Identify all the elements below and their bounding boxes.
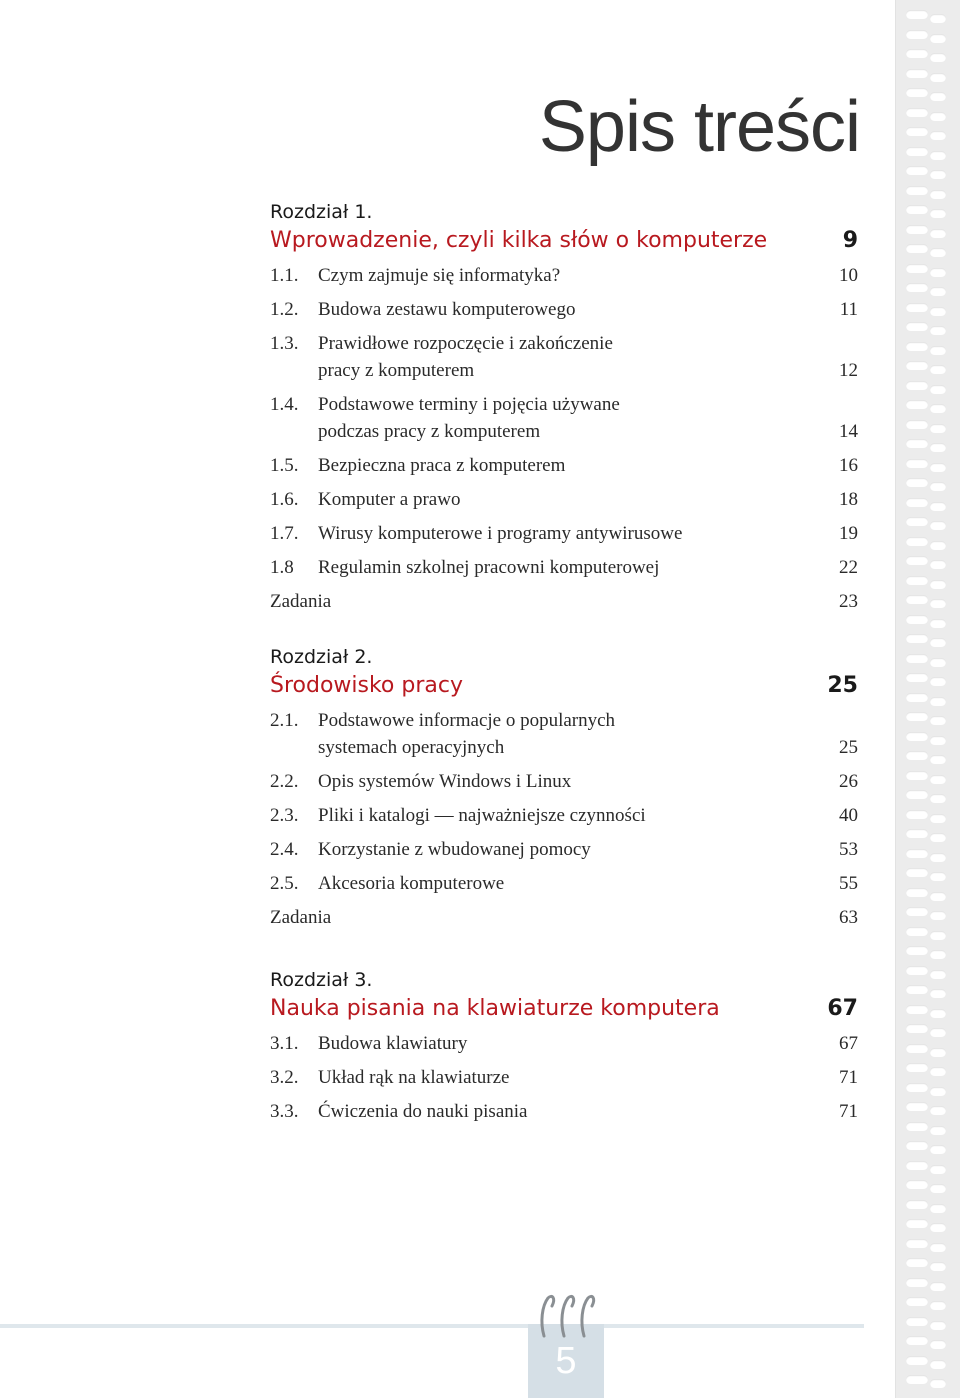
spiral-hole — [930, 307, 946, 316]
spiral-hole — [906, 888, 928, 897]
entry-title: Podstawowe terminy i pojęcia używane podczas pracy z komputerem — [318, 394, 620, 442]
spiral-hole — [906, 244, 928, 253]
spiral-hole — [930, 677, 946, 686]
entry-page-number: 26 — [839, 771, 858, 792]
spiral-hole — [930, 1223, 946, 1232]
entry-page-number: 10 — [839, 265, 858, 286]
spiral-hole — [906, 69, 928, 78]
entry-number: 1.4. — [270, 394, 299, 415]
spiral-hole — [930, 560, 946, 569]
spiral-hole — [930, 53, 946, 62]
spiral-hole — [930, 1184, 946, 1193]
spiral-hole — [930, 833, 946, 842]
spiral-hole — [906, 283, 928, 292]
entry-title: Budowa zestawu komputerowego — [318, 299, 576, 320]
spiral-hole — [906, 1375, 928, 1384]
spiral-hole — [930, 950, 946, 959]
entry-number: 2.2. — [270, 771, 299, 792]
page-title: Spis treści — [538, 87, 860, 167]
spiral-hole — [906, 1005, 928, 1014]
spiral-hole — [930, 131, 946, 140]
spiral-hole — [906, 595, 928, 604]
spiral-hole — [930, 911, 946, 920]
spiral-hole — [906, 88, 928, 97]
chapter-title: Wprowadzenie, czyli kilka słów o komputerze — [270, 228, 768, 253]
toc-entry — [270, 520, 858, 547]
spiral-hole — [930, 970, 946, 979]
spiral-hole — [930, 1165, 946, 1174]
spiral-hole — [930, 190, 946, 199]
entry-number: 2.3. — [270, 805, 299, 826]
entry-number: 1.2. — [270, 299, 299, 320]
entry-page-number: 23 — [839, 591, 858, 612]
spiral-hole — [930, 326, 946, 335]
chapter-title-row — [270, 226, 858, 262]
entry-page-number: 55 — [839, 873, 858, 894]
spiral-hole — [930, 443, 946, 452]
spiral-hole — [930, 482, 946, 491]
toc-entry — [270, 391, 858, 445]
chapter-title-row — [270, 994, 858, 1030]
spiral-hole — [906, 849, 928, 858]
spiral-hole — [906, 1161, 928, 1170]
spiral-hole — [906, 1024, 928, 1033]
spiral-hole — [906, 1200, 928, 1209]
spiral-hole — [906, 342, 928, 351]
spiral-hole — [930, 14, 946, 23]
spiral-hole — [930, 463, 946, 472]
spiral-hole — [930, 775, 946, 784]
spiral-hole — [930, 248, 946, 257]
spiral-hole — [930, 521, 946, 530]
spiral-hole — [906, 1356, 928, 1365]
spiral-hole — [906, 907, 928, 916]
toc-entry-exercises — [270, 904, 858, 931]
spiral-hole — [906, 927, 928, 936]
spiral-hole — [930, 1282, 946, 1291]
spiral-hole — [930, 736, 946, 745]
toc-entry — [270, 296, 858, 323]
spiral-hole — [930, 1067, 946, 1076]
spiral-hole — [930, 209, 946, 218]
chapter-label: Rozdział 2. — [270, 646, 373, 668]
spiral-hole — [906, 1317, 928, 1326]
toc-entry — [270, 554, 858, 581]
spiral-hole — [906, 1063, 928, 1072]
chapter-title-row — [270, 671, 858, 707]
chapter-label: Rozdział 3. — [270, 969, 373, 991]
spiral-hole — [906, 1297, 928, 1306]
spiral-hole — [906, 30, 928, 39]
spiral-hole — [930, 502, 946, 511]
spiral-hole — [906, 459, 928, 468]
spiral-hole — [906, 810, 928, 819]
spiral-hole — [930, 1009, 946, 1018]
spiral-hole — [906, 1122, 928, 1131]
spiral-hole — [930, 1126, 946, 1135]
toc-entry — [270, 870, 858, 897]
spiral-hole — [906, 751, 928, 760]
entry-page-number: 14 — [839, 421, 858, 442]
spiral-hole — [930, 385, 946, 394]
spiral-hole — [930, 1262, 946, 1271]
spiral-hole — [930, 658, 946, 667]
chapter-heading — [270, 968, 858, 1030]
entry-number: 3.1. — [270, 1033, 299, 1054]
spiral-hole — [930, 599, 946, 608]
spiral-hole — [906, 673, 928, 682]
spiral-hole — [906, 868, 928, 877]
spiral-hole — [906, 108, 928, 117]
spiral-hole — [906, 732, 928, 741]
entry-page-number: 12 — [839, 360, 858, 381]
spiral-hole — [906, 1180, 928, 1189]
spiral-hole — [906, 771, 928, 780]
spiral-hole — [906, 147, 928, 156]
entry-page-number: 18 — [839, 489, 858, 510]
spiral-hole — [906, 615, 928, 624]
entry-page-number: 71 — [839, 1101, 858, 1122]
spiral-hole — [906, 654, 928, 663]
toc-entry — [270, 768, 858, 795]
spiral-hole — [930, 170, 946, 179]
entry-page-number: 19 — [839, 523, 858, 544]
spiral-hole — [906, 127, 928, 136]
chapter-page-number: 67 — [827, 996, 858, 1021]
spiral-hole — [906, 946, 928, 955]
entry-title: Ćwiczenia do nauki pisania — [318, 1101, 528, 1122]
spiral-hole — [930, 346, 946, 355]
toc-entry — [270, 1064, 858, 1091]
entry-title: Akcesoria komputerowe — [318, 873, 505, 894]
spiral-hole — [930, 755, 946, 764]
entry-title: Prawidłowe rozpoczęcie i zakończenie pracy z komputerem — [318, 333, 613, 381]
spiral-hole — [930, 1204, 946, 1213]
toc-entry — [270, 836, 858, 863]
entry-title: Wirusy komputerowe i programy antywirusowe — [318, 523, 683, 544]
spiral-hole — [930, 151, 946, 160]
spiral-hole — [930, 1340, 946, 1349]
entry-title: Komputer a prawo — [318, 489, 461, 510]
entry-page-number: 25 — [839, 737, 858, 758]
entry-title: Regulamin szkolnej pracowni komputerowej — [318, 557, 660, 578]
entry-title: Układ rąk na klawiaturze — [318, 1067, 510, 1088]
entry-page-number: 53 — [839, 839, 858, 860]
spiral-hole — [930, 619, 946, 628]
toc-entry — [270, 262, 858, 289]
spiral-hole — [906, 1044, 928, 1053]
toc-entry — [270, 802, 858, 829]
spiral-hole — [906, 1102, 928, 1111]
entry-title: Budowa klawiatury — [318, 1033, 468, 1054]
spiral-hole — [930, 697, 946, 706]
entry-number: 1.6. — [270, 489, 299, 510]
spiral-hole — [906, 186, 928, 195]
toc-entry — [270, 452, 858, 479]
toc-chapter-3 — [270, 968, 858, 1132]
toc-entry — [270, 330, 858, 384]
entry-title: Zadania — [270, 591, 332, 612]
spiral-hole — [906, 400, 928, 409]
spiral-hole — [930, 814, 946, 823]
entry-title: Podstawowe informacje o popularnych systemach operacyjnych — [318, 710, 616, 758]
entry-title: Pliki i katalogi — najważniejsze czynności — [318, 805, 646, 826]
spiral-hole — [930, 1087, 946, 1096]
entry-page-number: 67 — [839, 1033, 858, 1054]
spiral-hole — [930, 580, 946, 589]
entry-page-number: 22 — [839, 557, 858, 578]
spiral-hole — [906, 264, 928, 273]
spiral-hole — [930, 794, 946, 803]
spiral-hole — [930, 892, 946, 901]
chapter-heading — [270, 645, 858, 707]
spiral-hole — [930, 73, 946, 82]
spiral-hole — [906, 322, 928, 331]
spiral-hole — [906, 712, 928, 721]
spiral-hole — [906, 1336, 928, 1345]
spiral-hole — [906, 537, 928, 546]
entry-page-number: 71 — [839, 1067, 858, 1088]
chapter-title: Środowisko pracy — [270, 673, 463, 698]
spiral-hole — [930, 853, 946, 862]
spiral-hole — [930, 638, 946, 647]
entry-number: 1.3. — [270, 333, 299, 354]
spiral-hole — [906, 381, 928, 390]
spiral-hole — [906, 1219, 928, 1228]
spiral-hole — [930, 541, 946, 550]
spiral-hole — [930, 112, 946, 121]
spiral-hole — [930, 34, 946, 43]
spiral-binding-strip — [895, 0, 960, 1398]
entry-number: 1.8 — [270, 557, 294, 578]
spiral-hole — [906, 49, 928, 58]
spiral-hole — [906, 478, 928, 487]
spiral-hole — [906, 303, 928, 312]
spiral-hole — [930, 404, 946, 413]
spiral-hole — [930, 872, 946, 881]
spiral-hole — [906, 829, 928, 838]
entry-title: Zadania — [270, 907, 332, 928]
entry-number: 3.2. — [270, 1067, 299, 1088]
spiral-hole — [906, 205, 928, 214]
spiral-hole — [906, 498, 928, 507]
spiral-hole — [906, 966, 928, 975]
spiral-hole — [930, 716, 946, 725]
toc-entry — [270, 1098, 858, 1125]
chapter-page-number: 9 — [842, 228, 858, 253]
spiral-hole — [906, 361, 928, 370]
spiral-hole — [930, 92, 946, 101]
spiral-hole — [930, 1145, 946, 1154]
spiral-hole — [930, 365, 946, 374]
footer-rule — [0, 1324, 864, 1328]
spiral-hole — [930, 1301, 946, 1310]
chapter-page-number: 25 — [827, 673, 858, 698]
toc-entry-exercises — [270, 588, 858, 615]
toc-entry — [270, 707, 858, 761]
chapter-title: Nauka pisania na klawiaturze komputera — [270, 996, 720, 1021]
entry-number: 1.7. — [270, 523, 299, 544]
spiral-hole — [930, 1321, 946, 1330]
spiral-hole — [906, 985, 928, 994]
chapter-heading — [270, 200, 858, 262]
spiral-hole — [906, 517, 928, 526]
entry-title: Opis systemów Windows i Linux — [318, 771, 572, 792]
entry-number: 1.1. — [270, 265, 299, 286]
spiral-hole — [930, 1048, 946, 1057]
spiral-hole — [930, 268, 946, 277]
spiral-hole — [906, 166, 928, 175]
spiral-hole — [930, 424, 946, 433]
spiral-hole — [930, 229, 946, 238]
chapter-label: Rozdział 1. — [270, 201, 373, 223]
spiral-hole — [906, 439, 928, 448]
spiral-hole — [906, 420, 928, 429]
spiral-hole — [906, 693, 928, 702]
page-number: 5 — [555, 1339, 577, 1382]
entry-page-number: 40 — [839, 805, 858, 826]
spiral-hole — [930, 1379, 946, 1388]
toc-chapter-2 — [270, 645, 858, 938]
spiral-hole — [906, 1141, 928, 1150]
spiral-hole — [930, 1106, 946, 1115]
binder-rings-icon — [534, 1292, 600, 1338]
spiral-hole — [930, 1360, 946, 1369]
spiral-hole — [906, 225, 928, 234]
entry-title: Czym zajmuje się informatyka? — [318, 265, 561, 286]
entry-page-number: 63 — [839, 907, 858, 928]
toc-chapter-1 — [270, 200, 858, 622]
spiral-hole — [930, 989, 946, 998]
spiral-hole — [906, 790, 928, 799]
spiral-hole — [906, 1239, 928, 1248]
spiral-hole — [906, 10, 928, 19]
toc-entry — [270, 486, 858, 513]
spiral-hole — [930, 287, 946, 296]
spiral-hole — [930, 1243, 946, 1252]
entry-page-number: 11 — [839, 299, 858, 320]
spiral-hole — [906, 1083, 928, 1092]
spiral-hole — [906, 556, 928, 565]
entry-number: 2.5. — [270, 873, 299, 894]
spiral-hole — [906, 576, 928, 585]
entry-number: 2.1. — [270, 710, 299, 731]
entry-page-number: 16 — [839, 455, 858, 476]
entry-number: 2.4. — [270, 839, 299, 860]
spiral-hole — [930, 1028, 946, 1037]
entry-title: Korzystanie z wbudowanej pomocy — [318, 839, 591, 860]
spiral-hole — [906, 1278, 928, 1287]
entry-title: Bezpieczna praca z komputerem — [318, 455, 566, 476]
toc-entry — [270, 1030, 858, 1057]
spiral-hole — [930, 931, 946, 940]
entry-number: 1.5. — [270, 455, 299, 476]
spiral-hole — [906, 634, 928, 643]
spiral-hole — [906, 1258, 928, 1267]
entry-number: 3.3. — [270, 1101, 299, 1122]
